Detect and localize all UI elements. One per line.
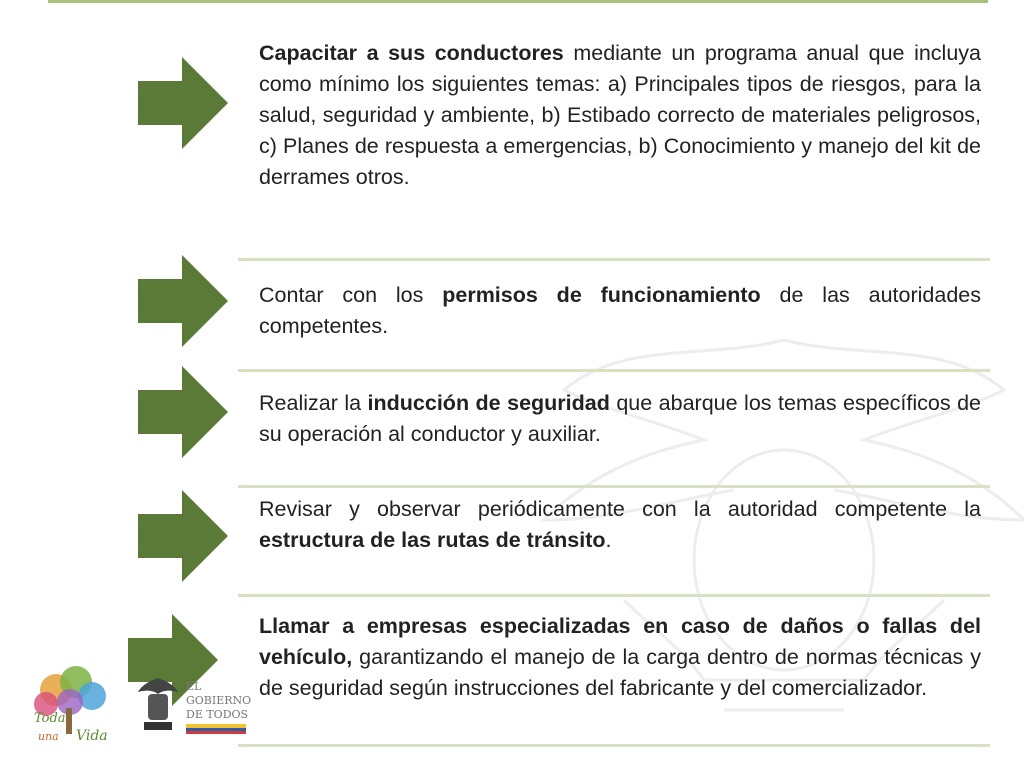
- top-rule: [48, 0, 988, 3]
- item-empresas-especializadas: [259, 611, 981, 704]
- item-bold-lead: Capacitar a sus conductores: [259, 41, 564, 65]
- item-body: garantizando el manejo de la carga dentro de normas técnicas y de seguridad según instrucciones del fabricante y del comercializador.: [259, 645, 981, 700]
- item-post: que abarque los temas específicos de su operación al conductor y auxiliar.: [259, 391, 981, 446]
- government-logos: [26, 660, 276, 760]
- row-divider: [238, 369, 990, 372]
- svg-text:EL: EL: [186, 680, 202, 693]
- svg-text:Toda: Toda: [34, 711, 66, 726]
- toda-una-vida-logo: [34, 666, 108, 744]
- svg-text:DE TODOS: DE TODOS: [186, 708, 249, 721]
- right-arrow-icon: [138, 57, 228, 149]
- item-pre: Contar con los: [259, 283, 443, 307]
- item-bold: inducción de seguridad: [367, 391, 610, 415]
- item-capacitar-conductores: [259, 38, 981, 193]
- right-arrow-icon: [138, 366, 228, 458]
- svg-text:GOBIERNO: GOBIERNO: [186, 694, 252, 707]
- item-body: mediante un programa anual que incluya como mínimo los siguientes temas: a) Principales tipos de riesgos, para la salud, seguridad y ambiente, b) Estibado correcto de materiales peligrosos, c) Planes de respuesta a emergencias, b) Conocimiento y manejo del kit de derrames otros.: [259, 41, 981, 189]
- item-bold-lead: Llamar a empresas especializadas en caso de daños o fallas del vehículo,: [259, 614, 981, 669]
- row-divider: [238, 258, 990, 261]
- right-arrow-icon: [138, 255, 228, 347]
- item-permisos-funcionamiento: [259, 280, 981, 342]
- item-rutas-transito: [259, 494, 981, 556]
- item-bold: estructura de las rutas de tránsito: [259, 528, 606, 552]
- item-pre: Revisar y observar periódicamente con la autoridad competente la: [259, 497, 981, 521]
- svg-text:Vida: Vida: [76, 728, 108, 744]
- row-divider: [238, 594, 990, 597]
- right-arrow-icon: [138, 490, 228, 582]
- row-divider: [238, 744, 990, 747]
- item-post: de las autoridades competentes.: [259, 283, 981, 338]
- coat-of-arms-logo: [138, 678, 178, 730]
- item-pre: Realizar la: [259, 391, 368, 415]
- row-divider: [238, 485, 990, 488]
- gobierno-de-todos-logo: [186, 680, 251, 734]
- item-post: .: [605, 528, 612, 552]
- svg-text:una: una: [38, 730, 59, 743]
- item-induccion-seguridad: [259, 388, 981, 450]
- item-bold: permisos de funcionamiento: [442, 283, 761, 307]
